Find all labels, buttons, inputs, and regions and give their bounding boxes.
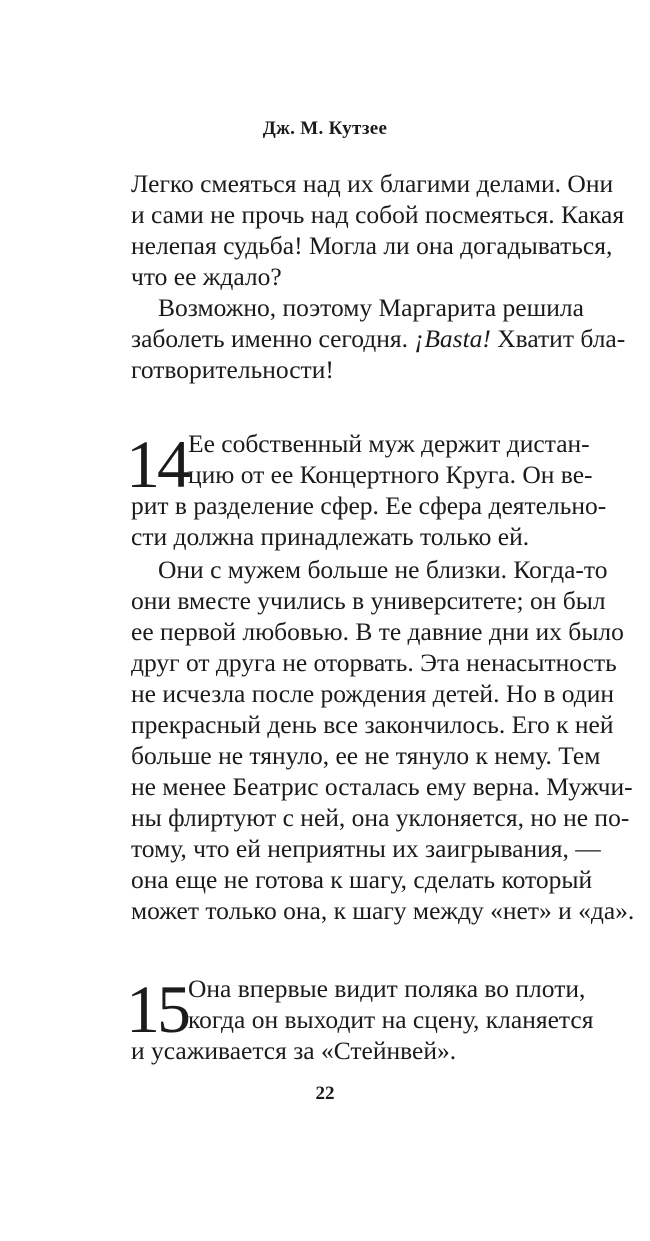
paragraph-line: и сами не прочь над собой посмеяться. Какая [131,200,625,229]
paragraph-line: тому, что ей неприятны их заигрывания, — [131,834,601,863]
paragraph-line: может только она, к шагу между «нет» и «да». [131,896,635,925]
paragraph-line: прекрасный день все закончилось. Его к ней [131,710,614,739]
paragraph-line: Она впервые видит поляка во плоти, [188,974,586,1003]
paragraph-line: не исчезла после рождения детей. Но в один [131,679,615,708]
paragraph-line: Легко смеяться над их благими делами. Они [131,169,614,198]
paragraph-line: она еще не готова к шагу, сделать который [131,865,593,894]
paragraph-line: они вместе учились в университете; он был [131,586,606,615]
paragraph-line-with-italic [131,323,626,354]
paragraph-line: что ее ждало? [131,262,282,291]
paragraph-line: Ее собственный муж держит дистан- [188,429,590,458]
running-header-author: Дж. М. Кутзее [262,118,388,139]
section-number-15: 15 [126,971,188,1047]
paragraph-line: готворительности! [131,355,334,384]
paragraph-line: цию от ее Концертного Круга. Он ве- [188,460,593,489]
paragraph-line: не менее Беатрис осталась ему верна. Мужчи- [131,772,633,801]
paragraph-line: рит в разделение сфер. Ее сфера деятельно- [131,491,607,520]
paragraph-line: Они с мужем больше не близки. Когда-то [158,555,608,584]
page-number: 22 [315,1083,335,1104]
paragraph-line: больше не тянуло, ее не тянуло к нему. Тем [131,741,601,770]
paragraph-line: ны флиртуют с ней, она уклоняется, но не по- [131,803,630,832]
paragraph-line: сти должна принадлежать только ей. [131,522,530,551]
paragraph-line: и усаживается за «Стейнвей». [131,1036,457,1065]
paragraph-line: нелепая судьба! Могла ли она догадываться, [131,231,613,260]
text-segment: заболеть именно сегодня. [131,324,415,353]
section-number-14: 14 [126,426,188,502]
paragraph-line: Возможно, поэтому Маргарита решила [158,293,584,322]
italic-exclamation: ¡Basta! [414,324,491,353]
paragraph-line: ее первой любовью. В те давние дни их было [131,617,624,646]
paragraph-line: друг от друга не оторвать. Эта ненасытность [131,648,617,677]
paragraph-line: когда он выходит на сцену, кланяется [188,1005,594,1034]
text-segment: Хватит бла- [490,324,626,353]
